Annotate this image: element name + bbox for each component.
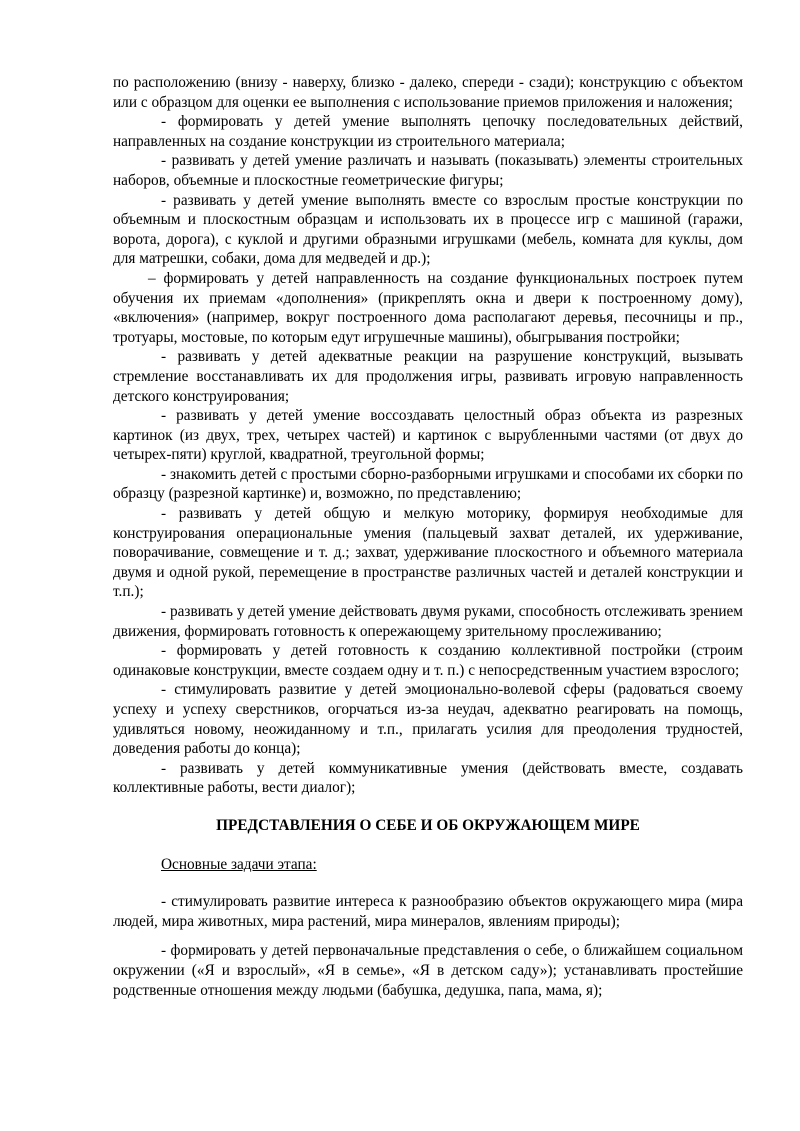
paragraph-task: - формировать у детей первоначальные представления о себе, о ближайшем социальном окружении («Я и взрослый», «Я в семье», «Я в детском саду»); устанавливать простейшие родственные отношения между людьми (бабушка, дедушка, папа, мама, я); <box>113 942 743 999</box>
paragraph-task: - развивать у детей умение различать и называть (показывать) элементы строительных наборов, объемные и плоскостные геометрические фигуры; <box>113 152 743 189</box>
paragraph-task: – формировать у детей направленность на создание функциональных построек путем обучения их приемам «дополнения» (прикреплять окна и двери к построенному дому), «включения» (например, вокруг построенного дома располагают деревья, песочницы и пр., тротуары, мостовые, по которым едут игрушечные машины), обыгрывания постройки; <box>113 269 743 346</box>
paragraph-continuation: по расположению (внизу - наверху, близко - далеко, спереди - сзади); конструкцию с объектом или с образцом для оценки ее выполнения с использование приемов приложения и наложения; <box>113 74 743 111</box>
paragraph-task: - развивать у детей умение действовать двумя руками, способность отслеживать зрением движения, формировать готовность к опережающему зрительному прослеживанию; <box>113 603 743 640</box>
paragraph-task: - развивать у детей умение воссоздавать целостный образ объекта из разрезных картинок (из двух, трех, четырех частей) и картинок с вырубленными частями (от двух до четырех-пяти) круглой, квадратной, треугольной формы; <box>113 407 743 464</box>
paragraph-task: - знакомить детей с простыми сборно-разборными игрушками и способами их сборки по образцу (разрезной картинке) и, возможно, по представлению; <box>113 465 743 503</box>
paragraph-task: - развивать у детей адекватные реакции на разрушение конструкций, вызывать стремление восстанавливать их для продолжения игры, развивать игровую направленность детского конструирования; <box>113 348 743 405</box>
paragraph-task: - формировать у детей готовность к созданию коллективной постройки (строим одинаковые конструкции, вместе создаем одну и т. п.) с непосредственным участием взрослого; <box>113 642 743 679</box>
section-heading: ПРЕДСТАВЛЕНИЯ О СЕБЕ И ОБ ОКРУЖАЮЩЕМ МИРЕ <box>216 816 640 834</box>
paragraph-task: - стимулировать развитие интереса к разнообразию объектов окружающего мира (мира людей, мира животных, мира растений, мира минералов, явлениям природы); <box>113 893 743 930</box>
paragraph-task: - развивать у детей умение выполнять вместе со взрослым простые конструкции по объемным и плоскостным образцам и использовать их в процессе игр с машиной (гаражи, ворота, дорога), с куклой и другими образными игрушками (мебель, комната для куклы, дом для матрешки, собаки, дома для медведей и др.); <box>113 191 743 268</box>
paragraph-task: - стимулировать развитие у детей эмоционально-волевой сферы (радоваться своему успеху и успеху сверстников, огорчаться из-за неудач, адекватно реагировать на помощь, удивляться новому, неожиданному и т.п., прилагать усилия для преодоления трудностей, доведения работы до конца); <box>113 681 743 758</box>
paragraph-task: - развивать у детей общую и мелкую моторику, формируя необходимые для конструирования операциональные умения (пальцевый захват деталей, их удерживание, поворачивание, совмещение и т. д.; захват, удерживание плоскостного и объемного материала двумя и одной рукой, перемещение в пространстве различных частей и деталей конструкции и т.п.); <box>113 505 743 601</box>
paragraph-task: - развивать у детей коммуникативные умения (действовать вместе, создавать коллективные работы, вести диалог); <box>113 759 743 797</box>
section-subheading: Основные задачи этапа: <box>161 855 317 873</box>
paragraph-task: - формировать у детей умение выполнять цепочку последовательных действий, направленных на создание конструкции из строительного материала; <box>113 113 743 150</box>
document-page <box>113 73 743 1000</box>
